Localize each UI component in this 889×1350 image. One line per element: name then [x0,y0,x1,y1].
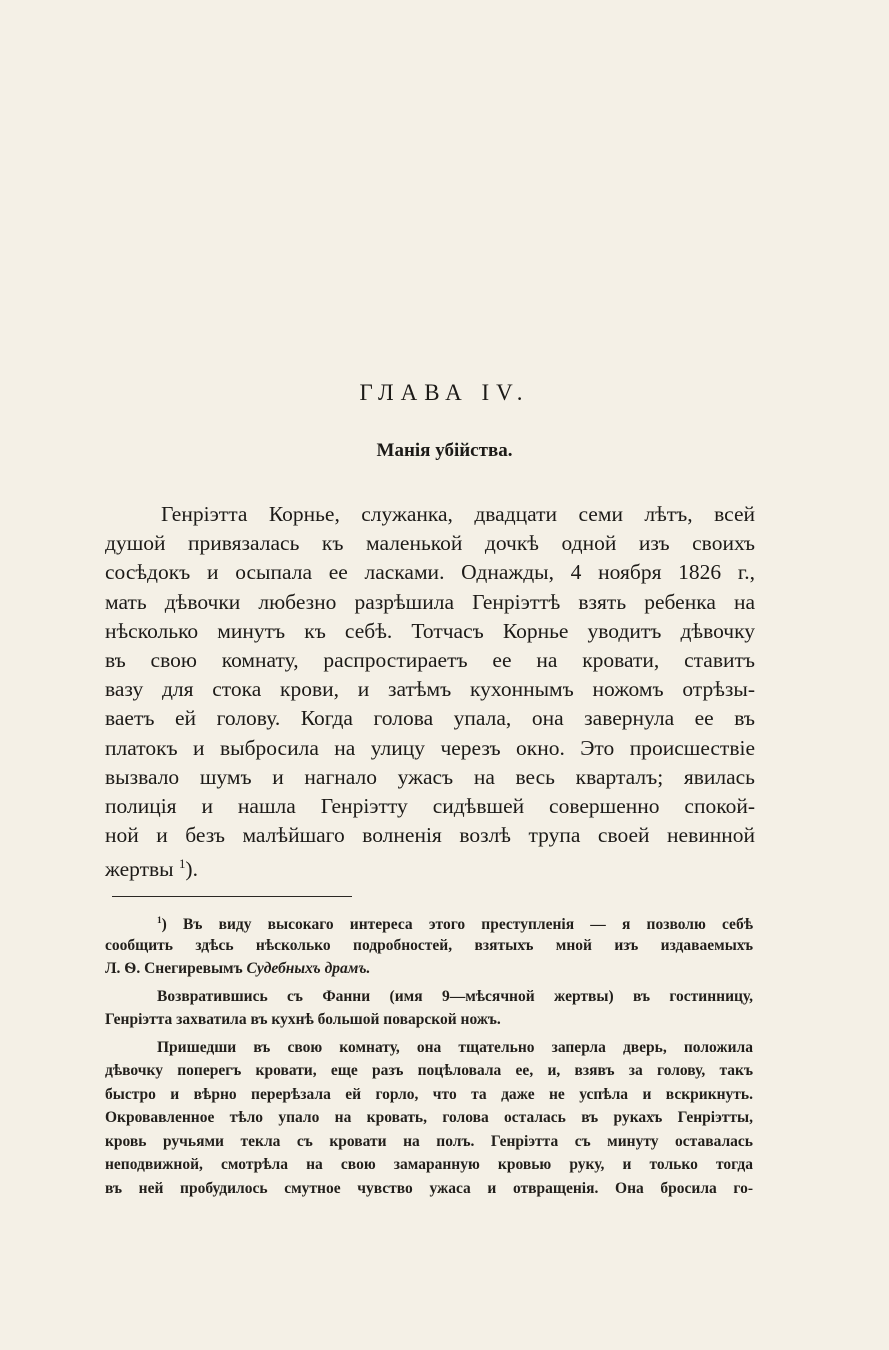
footnote-line: Генріэтта захватила въ кухнѣ большой поварской ножъ. [105,1011,501,1028]
footnote-line: Окровавленное тѣло упало на кровать, голова осталась въ рукахъ Генріэтты, [105,1109,753,1126]
footnote-line-text: Въ виду высокаго интереса этого преступленія — я позволю себѣ [183,916,753,934]
main-text [105,500,755,882]
chapter-title: ГЛАВА IV. [359,380,530,405]
text-line: полиція и нашла Генріэтту сидѣвшей совершенно спокой- [105,793,755,818]
text-line: вазу для стока крови, и затѣмъ кухоннымъ ножомъ отрѣзы- [105,677,755,702]
footnote-marker: 1 [157,916,162,926]
footnote-line: Пришедши въ свою комнату, она тщательно заперла дверь, положила [157,1038,753,1056]
footnote [105,910,753,1200]
footnote-line: Возвратившись съ Фанни (имя 9—мѣсячной жертвы) въ гостинницу, [157,987,753,1005]
footnote-reference[interactable]: 1 [178,857,186,872]
text-line: мать дѣвочки любезно разрѣшила Генріэттѣ взять ребенка на [105,589,755,614]
footnote-line: кровь ручьями текла съ кровати на полъ. Генріэтта съ минуту оставалась [105,1132,753,1150]
footnote-line: неподвижной, смотрѣла на свою замаранную кровью руку, и только тогда [105,1156,753,1173]
text-line: Генріэтта Корнье, служанка, двадцати семи лѣтъ, всей [161,502,755,526]
text-line: ваетъ ей голову. Когда голова упала, она завернула ее въ [105,706,755,731]
footnote-line [105,957,753,981]
footnote-line: дѣвочку поперегъ кровати, еще разъ поцѣловала ее, и, взявъ за голову, такъ [105,1062,753,1079]
text-line: платокъ и выбросила на улицу черезъ окно. Это происшествіе [105,735,755,760]
text-line-last [105,850,755,882]
chapter-subtitle: Манія убійства. [376,440,513,461]
footnote-line: сообщить здѣсь нѣсколько подробностей, взятыхъ мной изъ издаваемыхъ [105,936,753,954]
text-line: въ свою комнату, распростираетъ ее на кровати, ставитъ [105,647,755,672]
text-line: ной и безъ малѣйшаго волненія возлѣ трупа своей невинной [105,823,755,848]
text-line: душой привязалась къ маленькой дочкѣ одной изъ своихъ [105,531,755,556]
source-title: Судебныхъ драмъ. [246,960,371,977]
text-line: сосѣдокъ и осыпала ее ласками. Однажды, 4 ноября 1826 г., [105,560,755,585]
footnote-divider [112,896,352,897]
last-line-suffix: ). [185,857,198,882]
last-line-text: жертвы [105,857,174,882]
footnote-line: $^1$) Въ виду высокаго интереса этого преступленія — я позволю себѣ [157,916,753,934]
footnote-line: быстро и вѣрно перерѣзала ей горло, что та даже не успѣла и вскрикнуть. [105,1085,753,1103]
footnote-line: въ ней пробудилось смутное чувство ужаса и отвращенія. Она бросила го- [105,1179,753,1197]
text-line: нѣсколько минутъ къ себѣ. Тотчасъ Корнье уводитъ дѣвочку [105,618,755,643]
footnote-line-text: Л. Ѳ. Снегиревымъ [105,960,247,977]
text-line: вызвало шумъ и нагнало ужасъ на весь кварталъ; явилась [105,764,755,789]
